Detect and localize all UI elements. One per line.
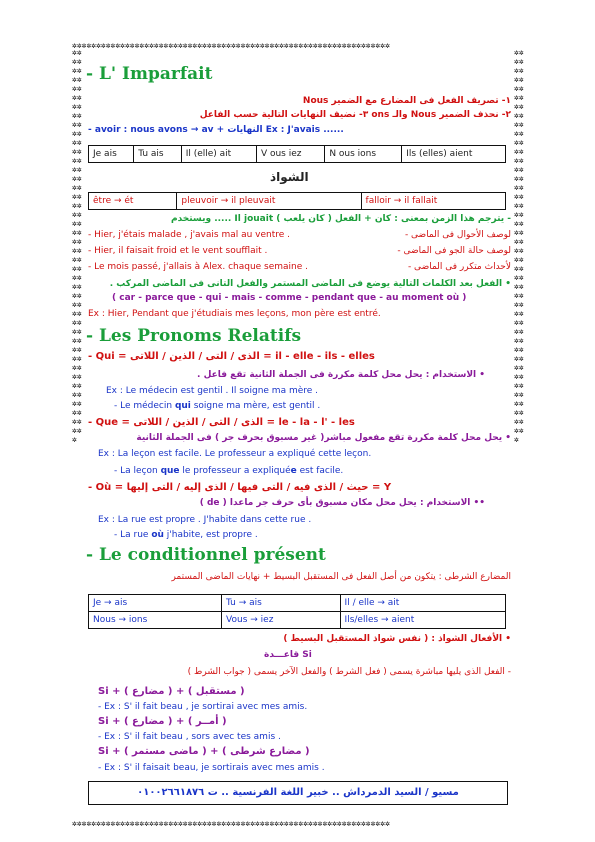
pronoms-title: - Les Pronoms Relatifs xyxy=(86,326,302,346)
que-example-1: Ex : La leçon est facile. Le professeur a expliqué cette leçon. xyxy=(98,449,372,459)
si-formula-1: Si + ( مضارع ) + ( مستقبل ) xyxy=(98,686,245,697)
translate-note: - يترجم هذا الزمن بمعنى : كان + الفعل ( كان يلعب ) Il jouait ..... ويستخدم xyxy=(170,214,511,224)
si-example-1: - Ex : S' il fait beau , je sortirai avec mes amis. xyxy=(98,702,308,712)
que-example-2: - La leçon que le professeur a expliquée est facile. xyxy=(114,466,344,476)
connectors-list: ( car - parce que - qui - mais - comme - pendant que - au moment où ) xyxy=(112,293,467,303)
qui-usage: • الاستخدام : يحل محل كلمة مكررة فى الجملة الثانية تقع فاعل . xyxy=(197,370,485,380)
si-example-2: - Ex : S' il fait beau , sors avec tes amis . xyxy=(98,732,281,742)
qui-definition: - Qui = الذى / التى / الذين / اللاتى = il - elle - ils - elles xyxy=(88,351,375,362)
imparfait-rule-2: ٢- نحذف الضمير Nous والـ ons ٣- نضيف النهايات التالية حسب الفاعل xyxy=(199,110,511,120)
cond-ending-ils: Ils/elles → aient xyxy=(340,612,505,629)
irregular-pleuvoir: pleuvoir → il pleuvait xyxy=(177,193,361,210)
ou-example-1: Ex : La rue est propre . J'habite dans cette rue . xyxy=(98,515,312,525)
si-example-3: - Ex : S' il faisait beau, je sortirais avec mes amis . xyxy=(98,763,325,773)
border-right: ✲✲✲✲✲✲✲✲✲✲✲✲✲✲✲✲✲✲✲✲✲✲✲✲✲✲✲✲✲✲✲✲✲✲✲✲✲✲✲✲✲✲✲✲✲✲✲✲✲✲✲✲✲✲✲✲✲✲✲✲✲✲✲✲✲✲✲✲✲✲✲✲✲✲✲✲✲✲✲✲✲✲✲✲✲✲✲ xyxy=(514,48,524,444)
si-formula-2: Si + ( مضارع ) + ( أمــر ) xyxy=(98,716,227,727)
ending-ils: Ils (elles) aient xyxy=(402,146,506,163)
cond-ending-nous: Nous → ions xyxy=(89,612,222,629)
use-3-ar: لأحداث متكرر فى الماضى - xyxy=(407,262,511,272)
use-2-ar: لوصف حالة الجو فى الماضى - xyxy=(397,246,511,256)
qui-example-2: - Le médecin qui soigne ma mère, est gentil . xyxy=(114,401,321,411)
cond-ending-tu: Tu → ais xyxy=(222,595,341,612)
use-1-fr: - Hier, j'étais malade , j'avais mal au ventre . xyxy=(88,230,291,240)
border-left: ✲✲✲✲✲✲✲✲✲✲✲✲✲✲✲✲✲✲✲✲✲✲✲✲✲✲✲✲✲✲✲✲✲✲✲✲✲✲✲✲✲✲✲✲✲✲✲✲✲✲✲✲✲✲✲✲✲✲✲✲✲✲✲✲✲✲✲✲✲✲✲✲✲✲✲✲✲✲✲✲✲✲✲✲✲✲✲ xyxy=(72,48,82,444)
border-bottom: ✲✲✲✲✲✲✲✲✲✲✲✲✲✲✲✲✲✲✲✲✲✲✲✲✲✲✲✲✲✲✲✲✲✲✲✲✲✲✲✲✲✲✲✲✲✲✲✲✲✲✲✲✲✲✲✲✲✲✲✲✲✲✲✲✲✲ xyxy=(72,819,390,828)
que-usage: • يحل محل كلمة مكررة تقع مفعول مباشر( غير مسبوق بحرف جر ) فى الجملة الثانية xyxy=(136,433,511,443)
irregular-etre: être → ét xyxy=(89,193,177,210)
ending-tu: Tu ais xyxy=(134,146,181,163)
conditionnel-formation: المضارع الشرطى : يتكون من أصل الفعل فى المستقبل البسيط + نهايات الماضى المستمر xyxy=(171,572,511,582)
ending-vous: V ous iez xyxy=(256,146,324,163)
irregular-falloir: falloir → il fallait xyxy=(361,193,505,210)
connectors-note: • الفعل بعد الكلمات التالية يوضع فى الماضى المستمر والفعل التانى فى الماضى المركب . xyxy=(109,279,511,289)
irregular-verbs-table xyxy=(88,192,506,210)
si-rule-title: قاعـــدة Si xyxy=(264,650,312,660)
que-definition: - Que = الذى / التى / الذين / اللاتى = le - la - l' - les xyxy=(88,417,355,428)
si-rule-text: - الفعل الذى يليها مباشرة يسمى ( فعل الشرط ) والفعل الآخر يسمى ( جواب الشرط ) xyxy=(187,667,511,677)
cond-ending-vous: Vous → iez xyxy=(222,612,341,629)
si-formula-3: Si + ( ماضى مستمر ) + ( مضارع شرطى ) xyxy=(98,746,310,757)
qui-example-1: Ex : Le médecin est gentil . Il soigne ma mère . xyxy=(106,386,319,396)
ending-il: Il (elle) ait xyxy=(181,146,256,163)
ou-example-2: - La rue où j'habite, est propre . xyxy=(114,530,258,540)
conditionnel-endings-table xyxy=(88,594,506,629)
imparfait-rule-1: ١- تصريف الفعل فى المضارع مع الضمير Nous xyxy=(302,96,511,106)
cond-ending-il: Il / elle → ait xyxy=(340,595,505,612)
imparfait-avoir-example: - avoir : nous avons → av + النهايات Ex : J'avais ...... xyxy=(88,125,344,135)
use-3-fr: - Le mois passé, j'allais à Alex. chaque semaine . xyxy=(88,262,309,272)
ending-je: Je ais xyxy=(89,146,134,163)
use-1-ar: لوصف الأحوال فى الماضى - xyxy=(404,230,511,240)
conditionnel-title: - Le conditionnel présent xyxy=(86,545,326,565)
author-footer: مسيو / السيد الدمرداش .. خبير اللغة الفرنسية .. ت ٠١٠٠٢٦٦١٨٧٦ xyxy=(88,781,508,805)
connectors-example: Ex : Hier, Pendant que j'étudiais mes leçons, mon père est entré. xyxy=(88,309,381,319)
imparfait-endings-table xyxy=(88,145,506,163)
use-2-fr: - Hier, il faisait froid et le vent soufflait . xyxy=(88,246,268,256)
imparfait-title: - L' Imparfait xyxy=(86,64,213,84)
cond-ending-je: Je → ais xyxy=(89,595,222,612)
shawaz-title: الشواذ xyxy=(270,170,309,184)
conditionnel-irregular-note: • الأفعال الشواذ : ( نفس شواذ المستقبل البسيط ) xyxy=(283,634,511,644)
ou-definition: - Où = حيث / الذى فيه / التى فيها / الذى إليه / التى إليها = Y xyxy=(88,482,392,493)
border-top: ✲✲✲✲✲✲✲✲✲✲✲✲✲✲✲✲✲✲✲✲✲✲✲✲✲✲✲✲✲✲✲✲✲✲✲✲✲✲✲✲✲✲✲✲✲✲✲✲✲✲✲✲✲✲✲✲✲✲✲✲✲✲✲✲✲✲ xyxy=(72,41,390,50)
ending-nous: N ous ions xyxy=(325,146,402,163)
ou-usage: •• الاستخدام : يحل محل مكان مسبوق بأى حرف جر ماعدا ( de ) xyxy=(199,498,485,508)
